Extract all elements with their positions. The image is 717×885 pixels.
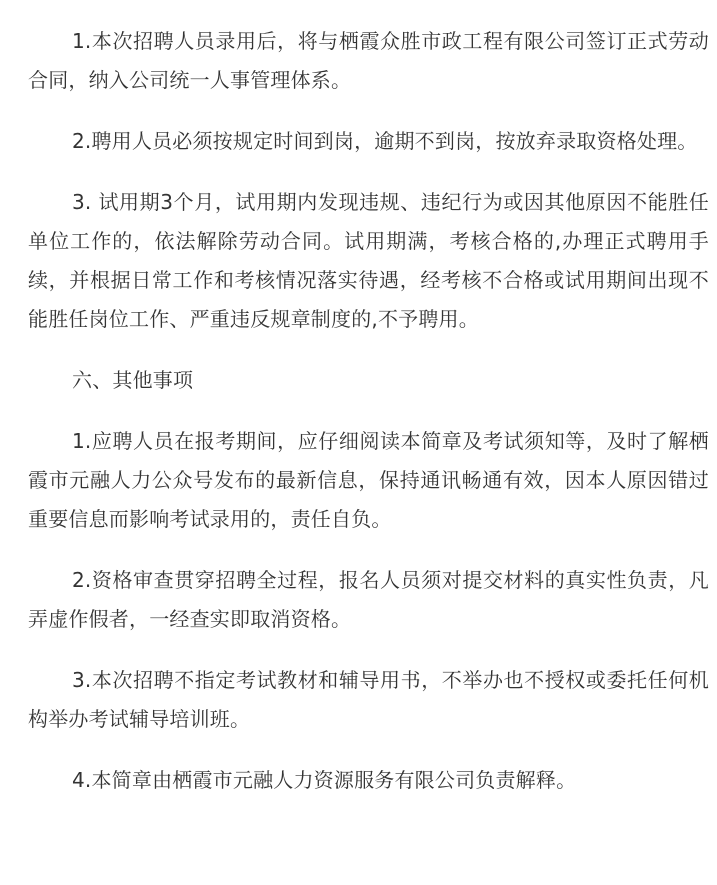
paragraph-probation-period: 3. 试用期3个月，试用期内发现违规、违纪行为或因其他原因不能胜任单位工作的，依法解除劳动合同。试用期满，考核合格的,办理正式聘用手续，并根据日常工作和考核情况落实待遇，经考核不合格或试用期间出现不能胜任岗位工作、严重违反规章制度的,不予聘用。 xyxy=(28,190,709,331)
paragraph-read-notices: 1.应聘人员在报考期间，应仔细阅读本简章及考试须知等，及时了解栖霞市元融人力公众号发布的最新信息，保持通讯畅通有效，因本人原因错过重要信息而影响考试录用的，责任自负。 xyxy=(28,429,709,531)
section-heading-other-matters: 六、其他事项 xyxy=(72,368,194,392)
paragraph-qualification-review: 2.资格审查贯穿招聘全过程，报名人员须对提交材料的真实性负责，凡弄虚作假者，一经查实即取消资格。 xyxy=(28,568,709,631)
paragraph-no-designated-materials: 3.本次招聘不指定考试教材和辅导用书，不举办也不授权或委托任何机构举办考试辅导培训班。 xyxy=(28,668,709,731)
paragraph-contract-signing: 1.本次招聘人员录用后，将与栖霞众胜市政工程有限公司签订正式劳动合同，纳入公司统一人事管理体系。 xyxy=(28,29,709,92)
paragraph-report-on-time: 2.聘用人员必须按规定时间到岗，逾期不到岗，按放弃录取资格处理。 xyxy=(72,129,698,153)
paragraph-interpretation-right: 4.本简章由栖霞市元融人力资源服务有限公司负责解释。 xyxy=(72,768,577,792)
